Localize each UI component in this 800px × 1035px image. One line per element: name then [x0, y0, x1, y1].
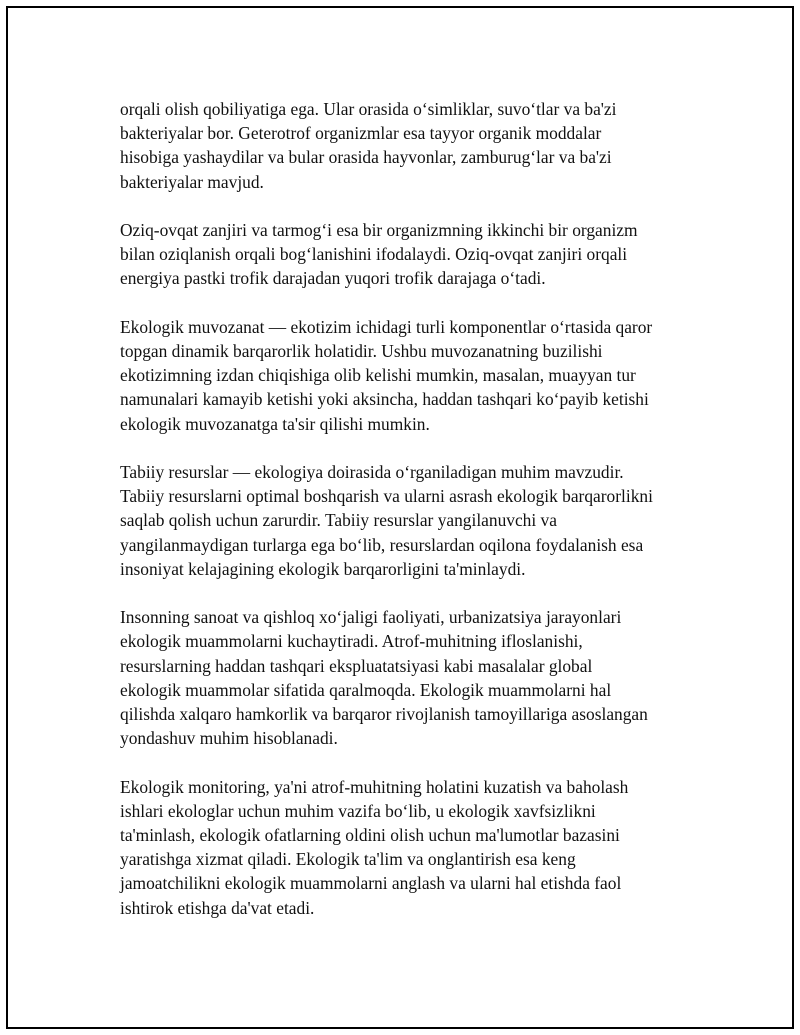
paragraph-autotrophs-heterotrophs: orqali olish qobiliyatiga ega. Ular orasida o‘simliklar, suvo‘tlar va ba'zi bakteriyalar bor. Geterotrof organizmlar esa tayyor organik moddalar hisobiga yashaydilar va bular orasida hayvonlar, zamburug‘lar va ba'zi bakteriyalar mavjud. — [120, 99, 617, 192]
page-frame — [6, 6, 794, 1029]
paragraph-food-chain: Oziq-ovqat zanjiri va tarmog‘i esa bir organizmning ikkinchi bir organizm bilan oziqlanish orqali bog‘lanishini ifodalaydi. Oziq-ovqat zanjiri orqali energiya pastki trofik darajadan yuqori trofik darajaga o‘tadi. — [120, 220, 638, 289]
document-body — [120, 97, 700, 920]
paragraph-ecological-balance: Ekologik muvozanat — ekotizim ichidagi turli komponentlar o‘rtasida qaror topgan dinamik barqarorlik holatidir. Ushbu muvozanatning buzilishi ekotizimning izdan chiqishiga olib kelishi mumkin, masalan, muayyan tur namunalari kamayib ketishi yoki aksincha, haddan tashqari ko‘payib ketishi ekologik muvozanatga ta'sir qilishi mumkin. — [120, 316, 653, 434]
paragraph-natural-resources: Tabiiy resurslar — ekologiya doirasida o‘rganiladigan muhim mavzudir. Tabiiy resurslarni optimal boshqarish va ularni asrash ekologik barqarorlikni saqlab qolish uchun zarurdir. Tabiiy resurslar yangilanuvchi va yangilanmaydigan turlarga ega bo‘lib, resurslardan oqilona foydalanish esa insoniyat kelajagining ekologik barqarorligini ta'minlaydi. — [120, 462, 653, 579]
paragraph-ecological-monitoring: Ekologik monitoring, ya'ni atrof-muhitning holatini kuzatish va baholash ishlari ekologlar uchun muhim vazifa bo‘lib, u ekologik xavfsizlikni ta'minlash, ekologik ofatlarning oldini olish uchun ma'lumotlar bazasini yaratishga xizmat qiladi. Ekologik ta'lim va onglantirish esa keng jamoatchilikni ekologik muammolarni anglash va ularni hal etishda faol ishtirok etishga da'vat etadi. — [120, 776, 629, 918]
paragraph-human-impact: Insonning sanoat va qishloq xo‘jaligi faoliyati, urbanizatsiya jarayonlari ekologik muammolarni kuchaytiradi. Atrof-muhitning ifloslanishi, resurslarning haddan tashqari ekspluatatsiyasi kabi masalalar global ekologik muammolar sifatida qaralmoqda. Ekologik muammolarni hal qilishda xalqaro hamkorlik va barqaror rivojlanish tamoyillariga asoslangan yondashuv muhim hisoblanadi. — [120, 607, 648, 749]
